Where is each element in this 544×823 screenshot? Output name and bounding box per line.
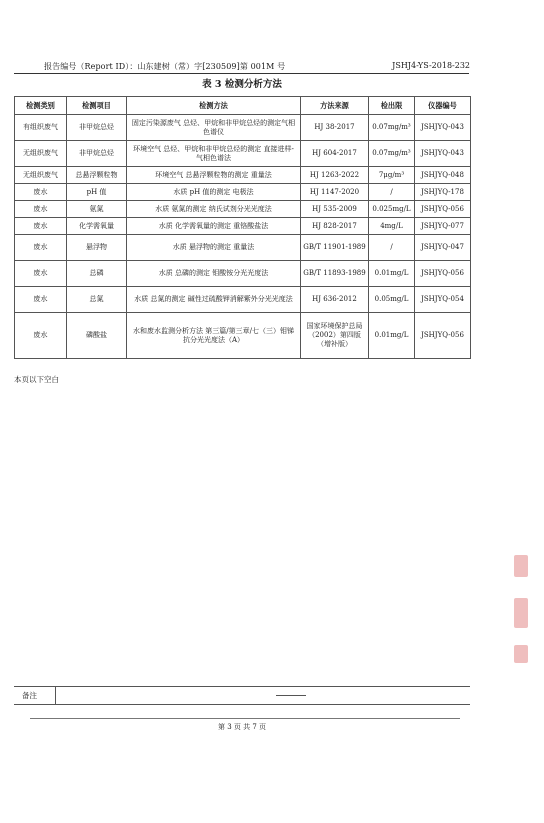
cell-item: pH 值	[67, 184, 127, 201]
cell-instrument-no: JSHJYQ-054	[415, 287, 471, 313]
table-header-row	[15, 97, 471, 115]
remarks-dash	[276, 695, 306, 696]
cell-method: 固定污染源废气 总烃、甲烷和非甲烷总烃的测定气相色谱仪	[127, 115, 301, 141]
cell-source: GB/T 11901-1989	[301, 235, 369, 261]
cell-source: GB/T 11893-1989	[301, 261, 369, 287]
report-number: JSHJ4-YS-2018-232	[392, 61, 470, 70]
blank-below-note: 本页以下空白	[14, 375, 59, 384]
cell-detection-limit: /	[369, 184, 415, 201]
cell-method: 水质 总氮的测定 碱性过硫酸钾消解紫外分光光度法	[127, 287, 301, 313]
cell-item: 非甲烷总烃	[67, 115, 127, 141]
header-source: 方法来源	[301, 97, 369, 115]
cell-instrument-no: JSHJYQ-043	[415, 141, 471, 167]
cell-category: 废水	[15, 201, 67, 218]
cell-source: 国家环境保护总局（2002）第四版（增补版）	[301, 313, 369, 359]
header-item: 检测项目	[67, 97, 127, 115]
cell-item: 氨氮	[67, 201, 127, 218]
cell-category: 废水	[15, 218, 67, 235]
cell-method: 水和废水监测分析方法 第三篇/第三章/七（三）钼锑抗分光光度法（A）	[127, 313, 301, 359]
cell-item: 化学需氧量	[67, 218, 127, 235]
table-row	[15, 141, 471, 167]
cell-category: 废水	[15, 313, 67, 359]
cell-method: 水质 pH 值的测定 电极法	[127, 184, 301, 201]
cell-source: HJ 1263-2022	[301, 167, 369, 184]
cell-item: 悬浮物	[67, 235, 127, 261]
cell-detection-limit: 7μg/m³	[369, 167, 415, 184]
table-row	[15, 287, 471, 313]
cell-item: 磷酸盐	[67, 313, 127, 359]
cell-method: 环境空气 总烃、甲烷和非甲烷总烃的测定 直接进样-气相色谱法	[127, 141, 301, 167]
cell-detection-limit: 0.025mg/L	[369, 201, 415, 218]
cell-method: 水质 总磷的测定 钼酸铵分光光度法	[127, 261, 301, 287]
table-title: 表 3 检测分析方法	[202, 79, 282, 90]
header-rule	[14, 73, 469, 74]
table-row	[15, 261, 471, 287]
footer-rule	[30, 718, 460, 719]
seal-edge-mark	[514, 598, 528, 628]
cell-category: 废水	[15, 235, 67, 261]
cell-category: 无组织废气	[15, 167, 67, 184]
cell-method: 水质 化学需氧量的测定 重铬酸盐法	[127, 218, 301, 235]
cell-detection-limit: /	[369, 235, 415, 261]
page-number: 第 3 页 共 7 页	[217, 723, 267, 731]
cell-item: 总悬浮颗粒物	[67, 167, 127, 184]
remarks-row	[14, 686, 470, 705]
cell-instrument-no: JSHJYQ-178	[415, 184, 471, 201]
table-row	[15, 235, 471, 261]
cell-category: 废水	[15, 287, 67, 313]
cell-category: 废水	[15, 184, 67, 201]
cell-detection-limit: 0.05mg/L	[369, 287, 415, 313]
cell-item: 总磷	[67, 261, 127, 287]
cell-category: 废水	[15, 261, 67, 287]
cell-detection-limit: 0.01mg/L	[369, 261, 415, 287]
cell-instrument-no: JSHJYQ-056	[415, 261, 471, 287]
header-instrument-no: 仪器编号	[415, 97, 471, 115]
header-category: 检测类别	[15, 97, 67, 115]
header-detection-limit: 检出限	[369, 97, 415, 115]
cell-category: 有组织废气	[15, 115, 67, 141]
cell-instrument-no: JSHJYQ-056	[415, 313, 471, 359]
cell-detection-limit: 0.07mg/m³	[369, 141, 415, 167]
header-method: 检测方法	[127, 97, 301, 115]
cell-method: 水质 氨氮的测定 纳氏试剂分光光度法	[127, 201, 301, 218]
cell-detection-limit: 0.01mg/L	[369, 313, 415, 359]
table-row	[15, 201, 471, 218]
cell-source: HJ 38-2017	[301, 115, 369, 141]
cell-source: HJ 1147-2020	[301, 184, 369, 201]
cell-instrument-no: JSHJYQ-077	[415, 218, 471, 235]
remarks-label: 备注	[14, 687, 56, 704]
table-row	[15, 184, 471, 201]
cell-category: 无组织废气	[15, 141, 67, 167]
cell-source: HJ 636-2012	[301, 287, 369, 313]
cell-instrument-no: JSHJYQ-048	[415, 167, 471, 184]
cell-instrument-no: JSHJYQ-047	[415, 235, 471, 261]
cell-method: 环境空气 总悬浮颗粒物的测定 重量法	[127, 167, 301, 184]
cell-detection-limit: 4mg/L	[369, 218, 415, 235]
table-row	[15, 115, 471, 141]
report-id: 报告编号（Report ID）：山东建树（常）字[230509]第 001M 号	[44, 62, 286, 71]
cell-method: 水质 悬浮物的测定 重量法	[127, 235, 301, 261]
seal-edge-mark	[514, 555, 528, 577]
cell-source: HJ 604-2017	[301, 141, 369, 167]
table-row	[15, 218, 471, 235]
table-row	[15, 167, 471, 184]
cell-instrument-no: JSHJYQ-043	[415, 115, 471, 141]
seal-edge-mark	[514, 645, 528, 663]
methods-table	[14, 96, 471, 359]
cell-instrument-no: JSHJYQ-056	[415, 201, 471, 218]
cell-source: HJ 535-2009	[301, 201, 369, 218]
cell-item: 非甲烷总烃	[67, 141, 127, 167]
cell-detection-limit: 0.07mg/m³	[369, 115, 415, 141]
cell-source: HJ 828-2017	[301, 218, 369, 235]
table-row	[15, 313, 471, 359]
cell-item: 总氮	[67, 287, 127, 313]
